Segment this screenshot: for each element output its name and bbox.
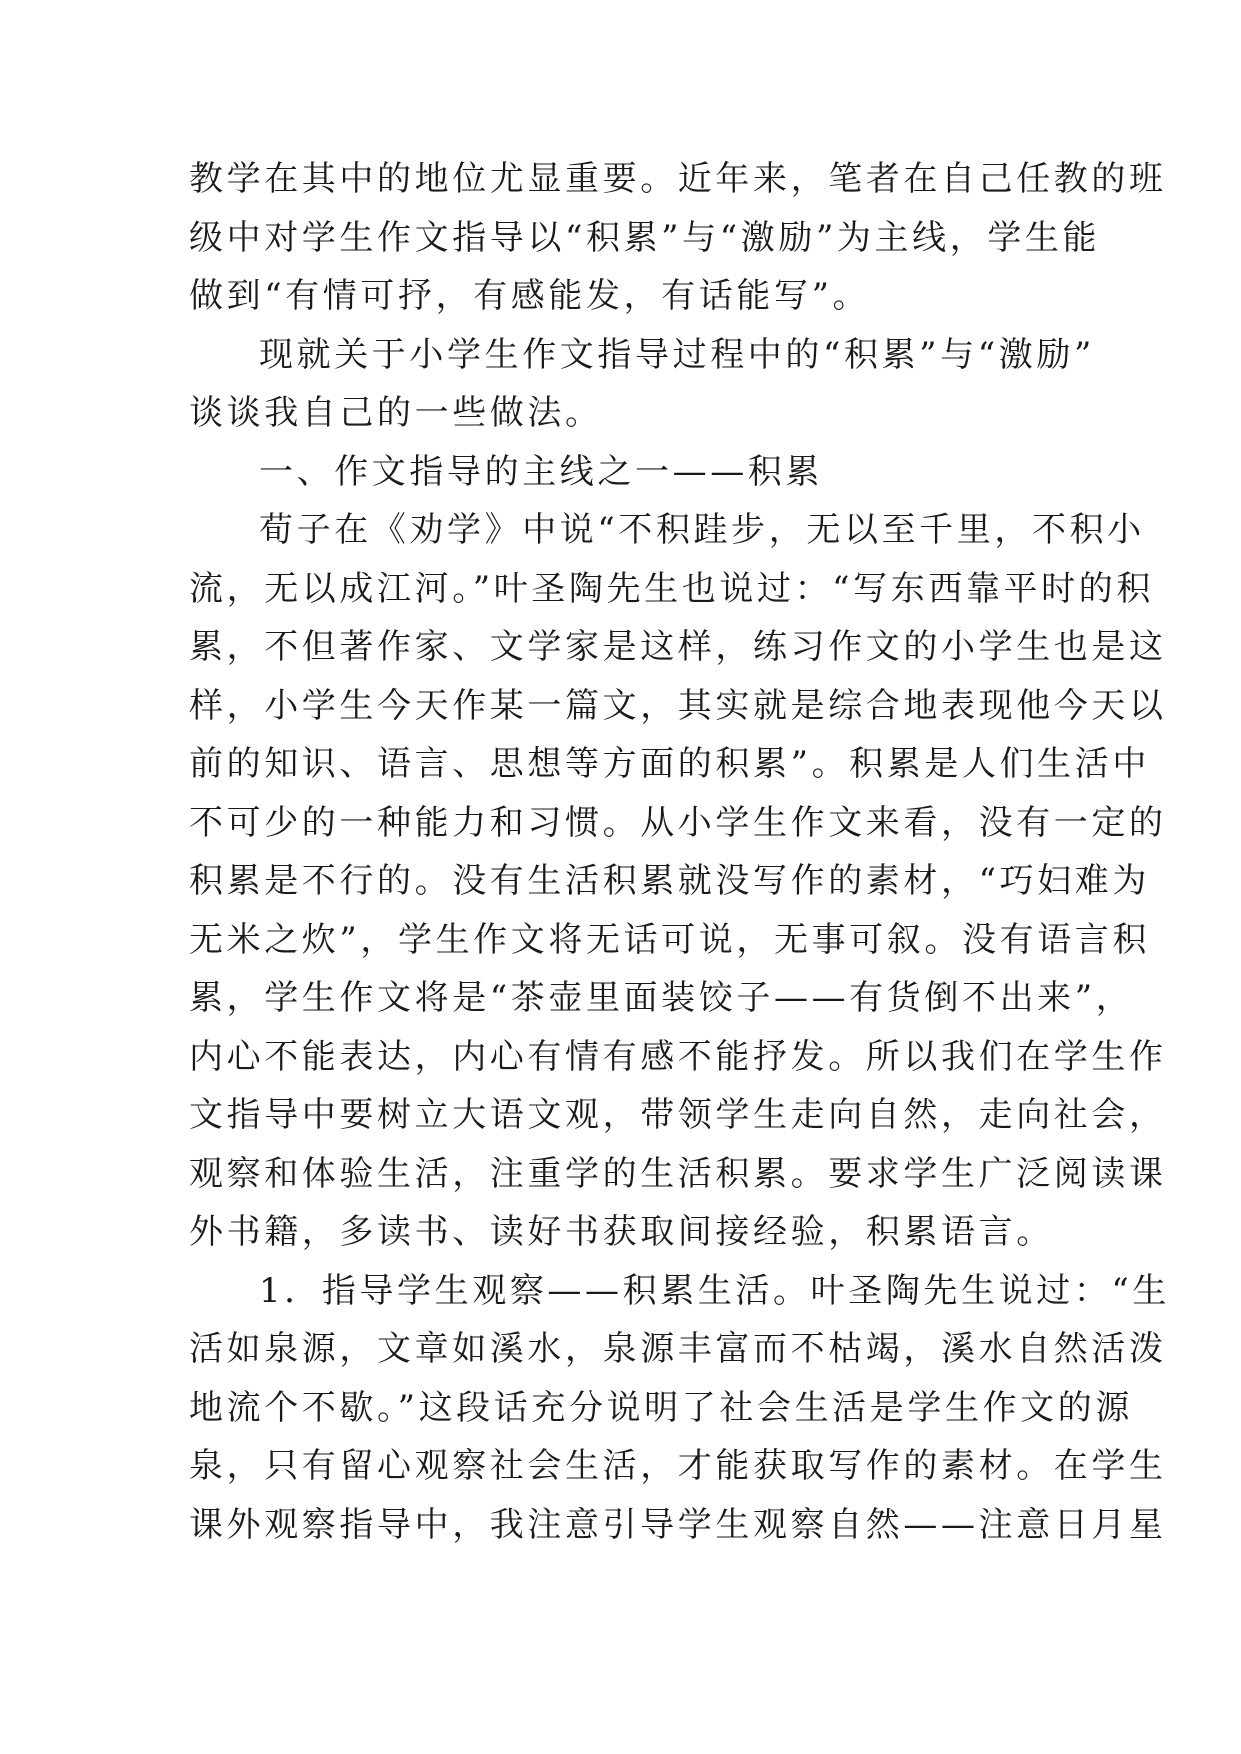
text-line: 级中对学生作文指导以“积累”与“激励”为主线，学生能 — [189, 217, 1101, 258]
section-heading: 一、作文指导的主线之一——积累 — [259, 451, 823, 492]
body-text — [189, 150, 1171, 1554]
text-line: 现就关于小学生作文指导过程中的“积累”与“激励” — [259, 334, 1095, 375]
text-line: 累，不但著作家、文学家是这样，练习作文的小学生也是这 — [189, 627, 1167, 667]
text-line: 积累是不行的。没有生活积累就没写作的素材，“巧妇难为 — [189, 861, 1150, 901]
text-line: 流，无以成江河。”叶圣陶先生也说过：“写东西靠平时的积 — [189, 568, 1154, 609]
text-line: 做到“有情可抒，有感能发，有话能写”。 — [189, 276, 871, 316]
text-line: 文指导中要树立大语文观，带领学生走向自然，走向社会， — [189, 1095, 1167, 1135]
text-line: 谈谈我自己的一些做法。 — [189, 393, 603, 433]
text-line: 内心不能表达，内心有情有感不能抒发。所以我们在学生作 — [189, 1036, 1167, 1077]
text-line: 活如泉源，文章如溪水，泉源丰富而不枯竭，溪水自然活泼 — [189, 1329, 1167, 1369]
subsection-line: 1．指导学生观察——积累生活。叶圣陶先生说过：“生 — [259, 1270, 1171, 1311]
text-line: 观察和体验生活，注重学的生活积累。要求学生广泛阅读课 — [189, 1153, 1167, 1194]
text-line: 无米之炊”，学生作文将无话可说，无事可叙。没有语言积 — [189, 919, 1150, 960]
text-line: 教学在其中的地位尤显重要。近年来，笔者在自己任教的班 — [189, 159, 1167, 199]
text-line: 不可少的一种能力和习惯。从小学生作文来看，没有一定的 — [189, 802, 1167, 843]
text-line: 地流个不歇。”这段话充分说明了社会生活是学生作文的源 — [189, 1387, 1133, 1428]
text-line: 前的知识、语言、思想等方面的积累”。积累是人们生活中 — [189, 744, 1150, 784]
text-line: 课外观察指导中，我注意引导学生观察自然——注意日月星 — [189, 1504, 1167, 1545]
text-line: 荀子在《劝学》中说“不积跬步，无以至千里，不积小 — [259, 510, 1145, 550]
text-line: 外书籍，多读书、读好书获取间接经验，积累语言。 — [189, 1212, 1054, 1252]
text-line: 累，学生作文将是“茶壶里面装饺子——有货倒不出来”， — [189, 978, 1134, 1018]
text-line: 样，小学生今天作某一篇文，其实就是综合地表现他今天以 — [189, 685, 1167, 726]
text-line: 泉，只有留心观察社会生活，才能获取写作的素材。在学生 — [189, 1446, 1167, 1486]
